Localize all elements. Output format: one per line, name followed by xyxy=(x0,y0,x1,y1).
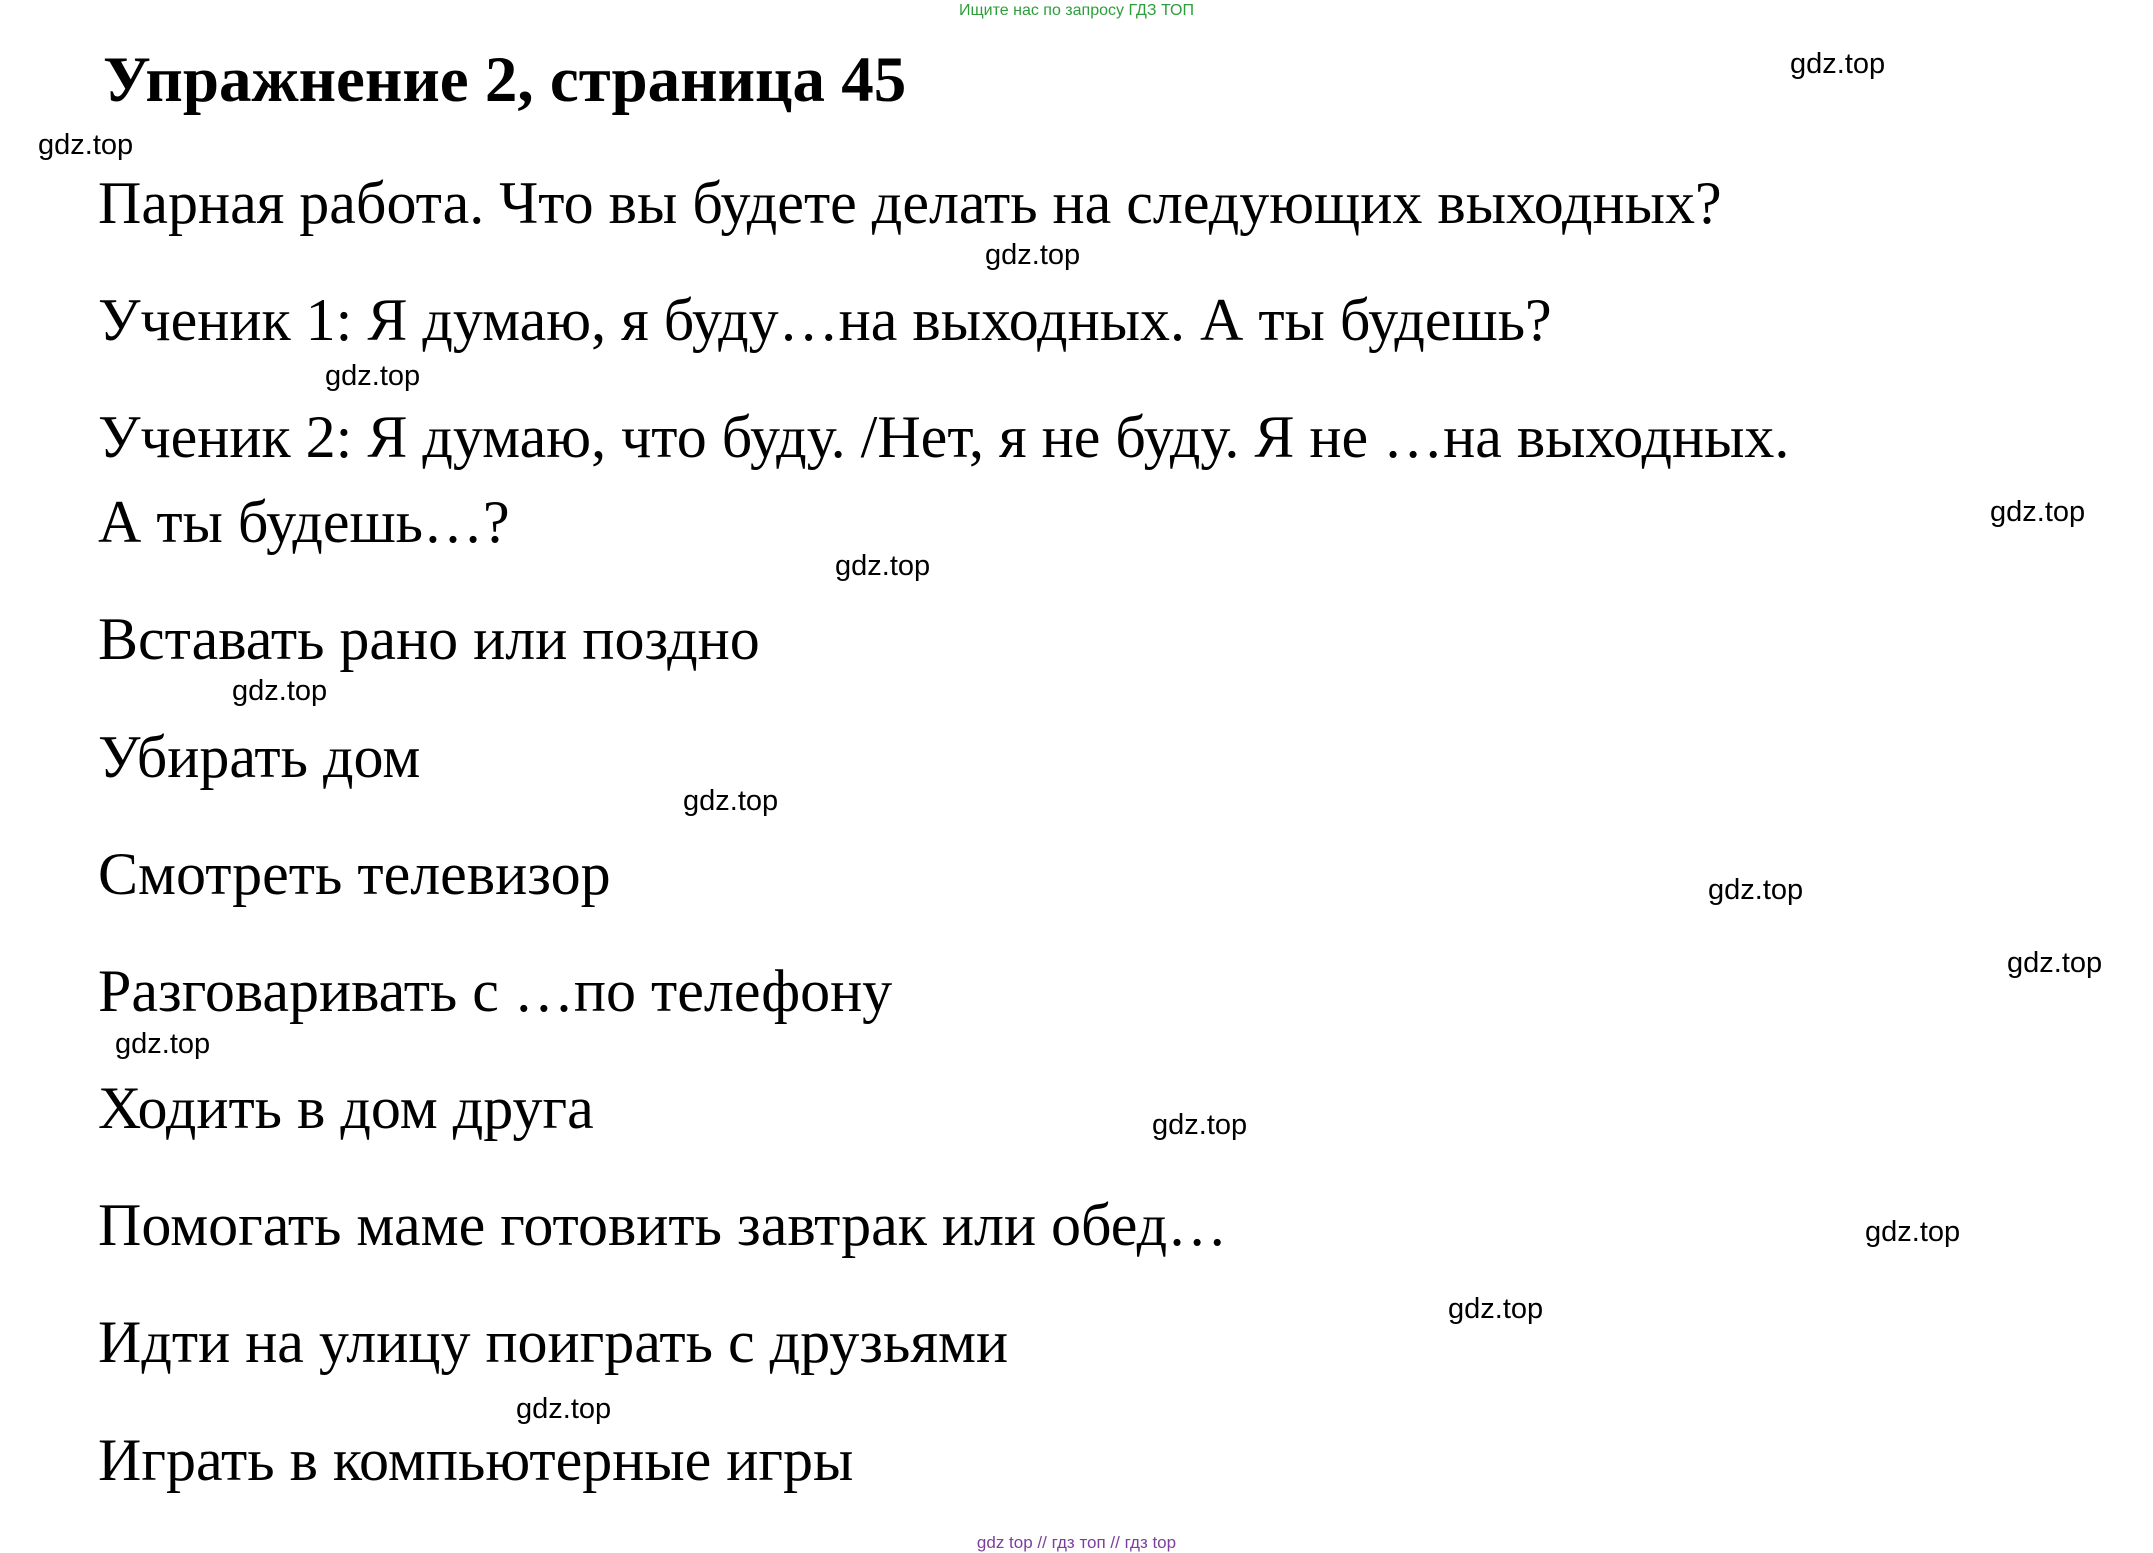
student-1-line: Ученик 1: Я думаю, я буду…на выходных. А ты будешь? xyxy=(98,287,1552,353)
watermark: gdz.top xyxy=(115,1028,211,1060)
watermark: gdz.top xyxy=(985,239,1081,271)
activity-item: Играть в компьютерные игры xyxy=(98,1427,854,1493)
intro-line: Парная работа. Что вы будете делать на следующих выходных? xyxy=(98,170,1722,236)
watermark: gdz.top xyxy=(1990,496,2086,528)
watermark: gdz.top xyxy=(683,785,779,817)
watermark: gdz.top xyxy=(38,129,134,161)
footer-watermark: gdz top // гдз топ // гдз top xyxy=(976,1533,1177,1552)
activity-item: Вставать рано или поздно xyxy=(98,606,760,672)
watermark: gdz.top xyxy=(516,1393,612,1425)
watermark: gdz.top xyxy=(1708,874,1804,906)
student-2-line: Ученик 2: Я думаю, что буду. /Нет, я не буду. Я не …на выходных. xyxy=(98,404,1790,470)
activity-item: Разговаривать с …по телефону xyxy=(98,958,893,1024)
watermark: gdz.top xyxy=(325,360,421,392)
watermark: gdz.top xyxy=(1790,48,1886,80)
activity-item: Убирать дом xyxy=(98,724,421,790)
activity-item: Помогать маме готовить завтрак или обед… xyxy=(98,1192,1228,1258)
activity-item: Ходить в дом друга xyxy=(98,1075,594,1141)
watermark: gdz.top xyxy=(835,550,931,582)
activity-item: Идти на улицу поиграть с друзьями xyxy=(98,1309,1009,1375)
activity-item: Смотреть телевизор xyxy=(98,841,611,907)
watermark: gdz.top xyxy=(2007,947,2103,979)
watermark: gdz.top xyxy=(232,675,328,707)
top-banner: Ищите нас по запросу ГДЗ ТОП xyxy=(959,2,1194,19)
watermark: gdz.top xyxy=(1152,1109,1248,1141)
page-title: Упражнение 2, страница 45 xyxy=(103,44,907,116)
student-2-line-cont: А ты будешь…? xyxy=(98,489,510,555)
watermark: gdz.top xyxy=(1865,1216,1961,1248)
watermark: gdz.top xyxy=(1448,1293,1544,1325)
